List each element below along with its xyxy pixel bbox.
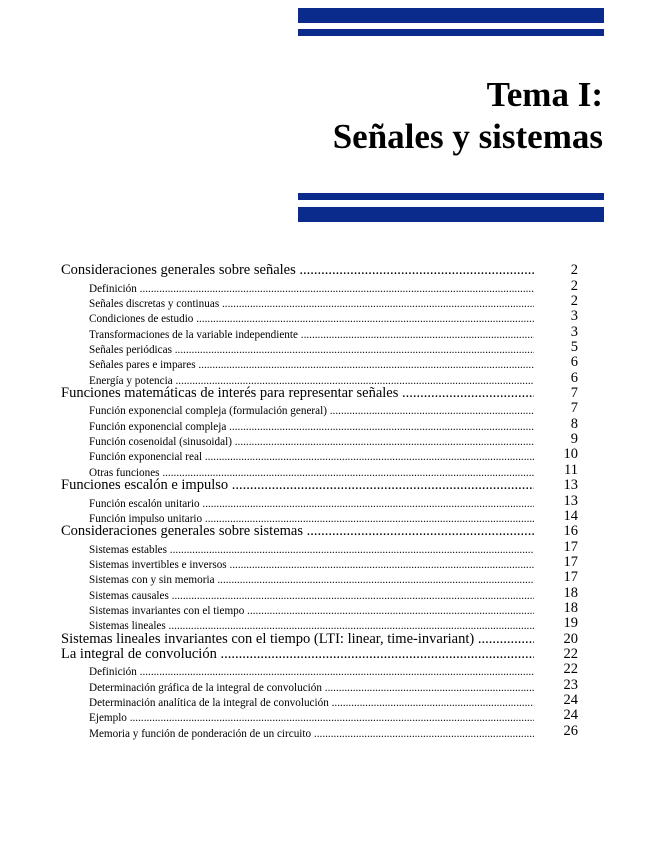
bottom-bar-thin — [298, 193, 604, 200]
toc-entry-page: 6 — [570, 369, 578, 386]
toc-entry[interactable] — [61, 661, 578, 680]
toc-entry[interactable] — [61, 599, 578, 619]
toc-entry-label: Función exponencial real ..... — [89, 451, 534, 463]
toc-entry-page: 19 — [563, 615, 578, 632]
toc-entry-page: 11 — [564, 461, 578, 478]
toc-entry[interactable] — [61, 308, 578, 327]
toc-entry-page: 7 — [570, 385, 578, 402]
toc-entry-page: 24 — [563, 707, 578, 724]
toc-entry-label: Sistemas lineales ..... — [89, 620, 534, 632]
toc-entry[interactable] — [61, 446, 578, 465]
toc-entry-label: Consideraciones generales sobre señales ..... — [61, 262, 534, 279]
toc-entry-label: Determinación analítica de la integral de convolución ..... — [89, 697, 534, 709]
toc-entry-page: 24 — [563, 691, 578, 708]
toc-entry[interactable] — [61, 691, 578, 711]
toc-entry-label: Condiciones de estudio ..... — [89, 313, 534, 325]
toc-entry-label: Definición ..... — [89, 283, 534, 295]
toc-entry[interactable] — [61, 293, 578, 312]
toc-entry-page: 22 — [563, 645, 578, 662]
toc-entry[interactable] — [61, 492, 578, 511]
toc-entry[interactable] — [61, 477, 578, 496]
toc-entry-page: 26 — [563, 722, 578, 739]
toc-entry-page: 14 — [563, 507, 578, 524]
toc-entry-page: 7 — [570, 400, 578, 417]
toc-entry[interactable] — [61, 339, 578, 358]
toc-entry-page: 22 — [563, 661, 578, 678]
toc-entry-page: 16 — [563, 523, 578, 540]
toc-entry[interactable] — [61, 431, 578, 450]
toc-entry[interactable] — [61, 707, 578, 726]
toc-entry[interactable] — [61, 277, 578, 296]
toc-entry-label: Memoria y función de ponderación de un circuito ..... — [89, 728, 534, 740]
toc-entry-label: La integral de convolución ..... — [61, 646, 534, 663]
toc-entry-page: 8 — [570, 415, 578, 432]
toc-entry-label: Sistemas con y sin memoria ..... — [89, 574, 534, 586]
toc-entry-label: Otras funciones ..... — [89, 467, 534, 479]
bottom-bar-thick — [298, 207, 604, 222]
table-of-contents — [61, 262, 578, 742]
toc-entry[interactable] — [61, 400, 578, 419]
toc-entry-page: 2 — [570, 293, 578, 310]
toc-entry[interactable] — [61, 645, 578, 665]
toc-entry-page: 20 — [563, 630, 578, 647]
toc-entry[interactable] — [61, 584, 578, 603]
toc-entry-label: Función cosenoidal (sinusoidal) ..... — [89, 436, 534, 448]
chapter-title-line2: Señales y sistemas — [332, 117, 603, 156]
toc-entry-page: 13 — [563, 492, 578, 509]
toc-entry-label: Función exponencial compleja ..... — [89, 421, 534, 433]
toc-entry-page: 10 — [563, 446, 578, 463]
toc-entry-page: 2 — [570, 277, 578, 294]
toc-entry[interactable] — [61, 523, 578, 542]
toc-entry-label: Función exponencial compleja (formulación general) ..... — [89, 405, 534, 417]
toc-entry-page: 3 — [570, 308, 578, 325]
toc-entry-page: 5 — [570, 339, 578, 356]
toc-entry[interactable] — [61, 415, 578, 434]
toc-entry-label: Sistemas causales ..... — [89, 590, 534, 602]
toc-entry-page: 6 — [570, 354, 578, 371]
toc-entry[interactable] — [61, 676, 578, 695]
toc-entry-label: Sistemas estables ..... — [89, 544, 534, 556]
toc-entry-label: Señales discretas y continuas ..... — [89, 298, 534, 310]
toc-entry[interactable] — [61, 385, 578, 404]
toc-entry-label: Función escalón unitario ..... — [89, 498, 534, 510]
toc-entry-page: 18 — [563, 584, 578, 601]
toc-entry[interactable] — [61, 323, 578, 342]
toc-entry-label: Determinación gráfica de la integral de convolución ..... — [89, 682, 534, 694]
toc-entry-page: 13 — [563, 477, 578, 494]
toc-entry-page: 17 — [563, 538, 578, 555]
toc-entry-label: Funciones matemáticas de interés para representar señales ..... — [61, 385, 534, 402]
chapter-title — [333, 74, 603, 158]
toc-entry-page: 3 — [570, 323, 578, 340]
toc-entry[interactable] — [61, 538, 578, 557]
chapter-title-line1: Tema I: — [486, 75, 603, 114]
toc-entry-label: Sistemas invariantes con el tiempo ..... — [89, 605, 534, 617]
toc-entry-page: 2 — [570, 262, 578, 279]
toc-entry[interactable] — [61, 569, 578, 588]
toc-entry-page: 23 — [563, 676, 578, 693]
toc-entry-label: Función impulso unitario ..... — [89, 513, 534, 525]
toc-entry-label: Ejemplo ..... — [89, 712, 534, 724]
toc-entry[interactable] — [61, 553, 578, 573]
toc-entry-page: 18 — [563, 599, 578, 616]
toc-entry-page: 17 — [563, 569, 578, 586]
toc-entry-page: 9 — [570, 431, 578, 448]
toc-entry-label: Transformaciones de la variable independiente ..... — [89, 329, 534, 341]
toc-entry-page: 17 — [563, 553, 578, 570]
toc-entry-label: Consideraciones generales sobre sistemas ..... — [61, 523, 534, 540]
toc-entry-label: Energía y potencia ..... — [89, 375, 534, 387]
top-bar-thin — [298, 29, 604, 36]
toc-entry-label: Señales periódicas ..... — [89, 344, 534, 356]
toc-entry-label: Definición ..... — [89, 666, 534, 678]
toc-entry-label: Funciones escalón e impulso ..... — [61, 477, 534, 494]
toc-entry[interactable] — [61, 722, 578, 741]
toc-entry-label: Señales pares e impares ..... — [89, 359, 534, 371]
toc-entry-label: Sistemas lineales invariantes con el tiempo (LTI: linear, time-invariant) ..... — [61, 631, 534, 648]
toc-entry[interactable] — [61, 262, 578, 281]
toc-entry-label: Sistemas invertibles e inversos ..... — [89, 559, 534, 571]
toc-entry[interactable] — [61, 354, 578, 373]
top-bar-thick — [298, 8, 604, 23]
